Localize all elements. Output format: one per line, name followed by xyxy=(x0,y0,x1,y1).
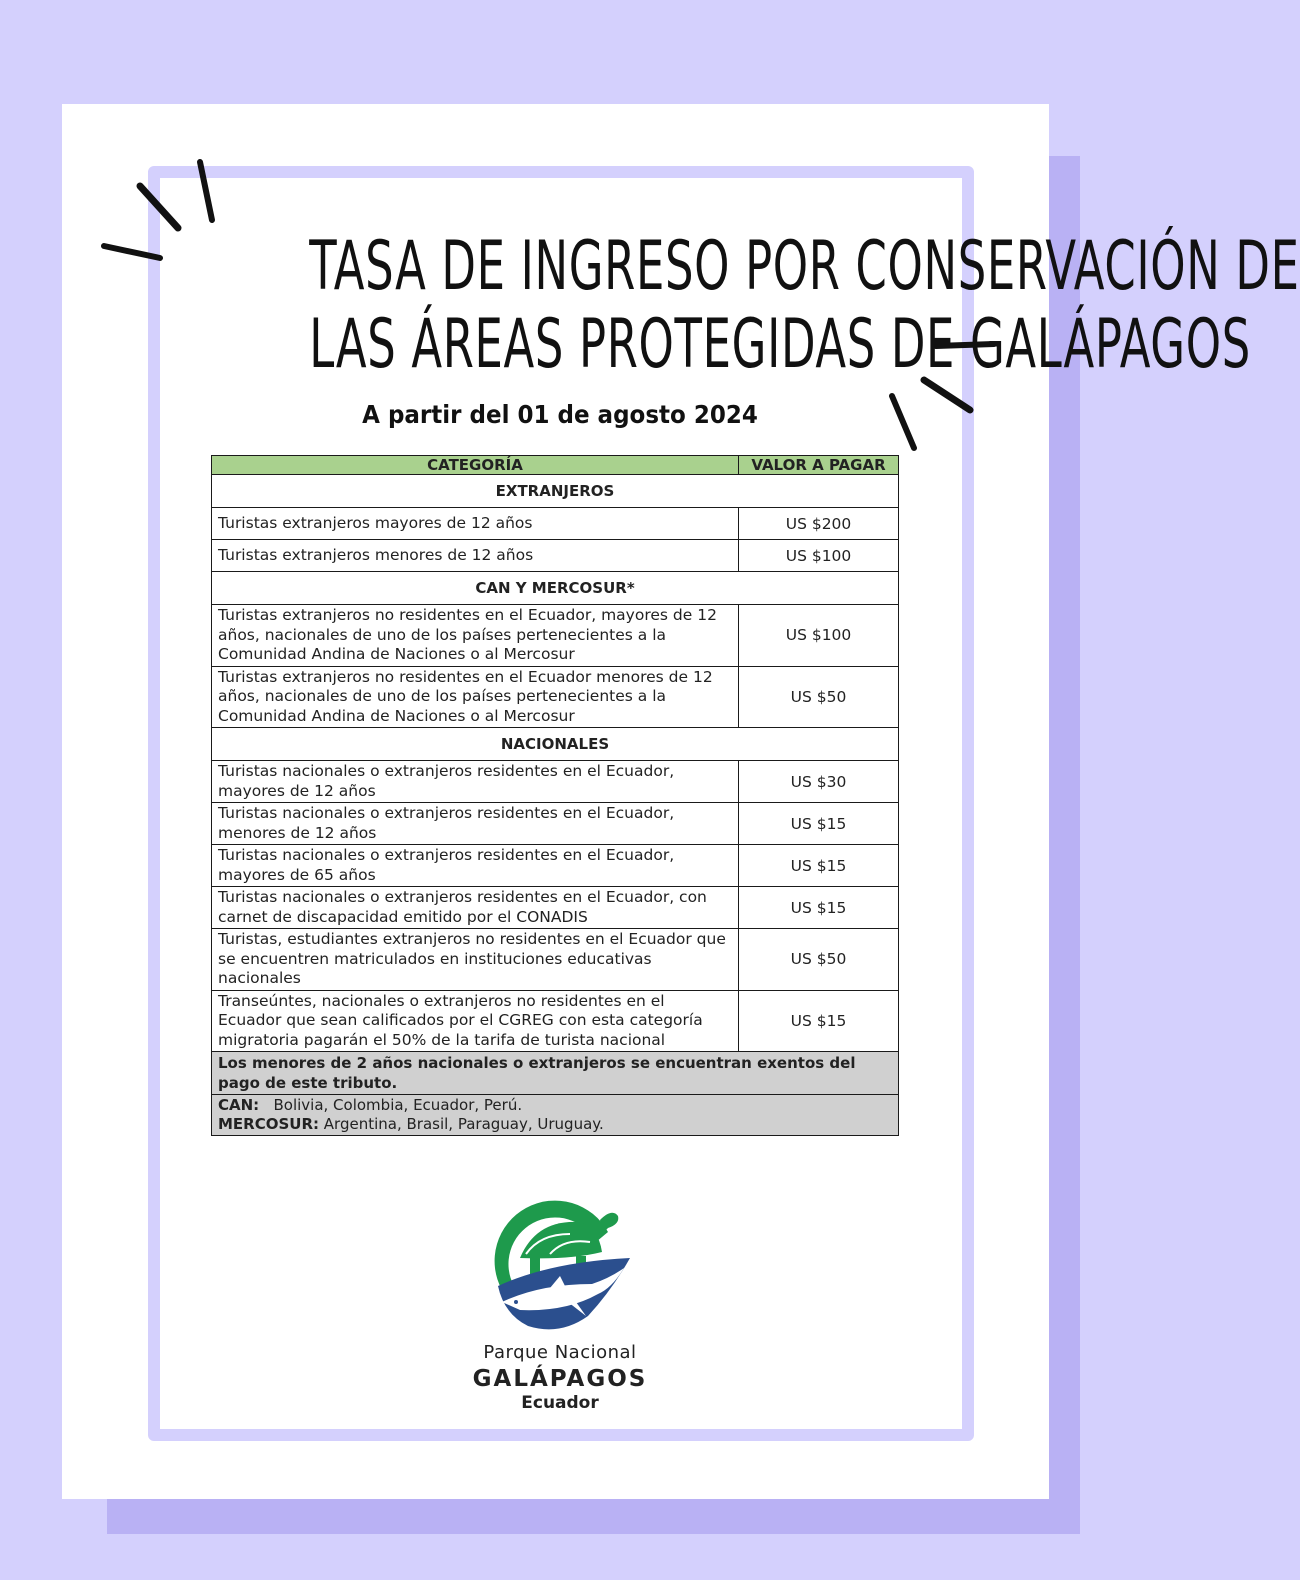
row-description: Turistas nacionales o extranjeros residentes en el Ecuador, mayores de 65 años xyxy=(212,845,739,887)
fee-table xyxy=(211,455,899,1136)
park-logo-icon xyxy=(480,1198,640,1338)
footnote-row xyxy=(212,1095,899,1136)
row-value: US $15 xyxy=(739,990,899,1052)
header-value: VALOR A PAGAR xyxy=(739,456,899,475)
row-value: US $15 xyxy=(739,845,899,887)
exemption-note: Los menores de 2 años nacionales o extranjeros se encuentran exentos del pago de este tributo. xyxy=(212,1052,899,1095)
row-value: US $200 xyxy=(739,508,899,540)
row-value: US $50 xyxy=(739,666,899,728)
table-row xyxy=(212,887,899,929)
table-row xyxy=(212,508,899,540)
section-row xyxy=(212,572,899,605)
table-row xyxy=(212,929,899,991)
row-description: Turistas extranjeros no residentes en el Ecuador, mayores de 12 años, nacionales de uno de los países pertenecientes a la Comunidad Andina de Naciones o al Mercosur xyxy=(212,605,739,667)
country-footnote xyxy=(212,1095,899,1136)
table-row xyxy=(212,666,899,728)
row-value: US $30 xyxy=(739,761,899,803)
exemption-note-row xyxy=(212,1052,899,1095)
can-line xyxy=(218,1096,892,1115)
section-title: CAN Y MERCOSUR* xyxy=(212,572,899,605)
title-line-2: LAS ÁREAS PROTEGIDAS DE GALÁPAGOS xyxy=(309,305,1251,384)
table-row xyxy=(212,990,899,1052)
row-value: US $100 xyxy=(739,605,899,667)
row-description: Turistas, estudiantes extranjeros no residentes en el Ecuador que se encuentren matriculados en instituciones educativas nacionales xyxy=(212,929,739,991)
row-description: Turistas extranjeros mayores de 12 años xyxy=(212,508,739,540)
table-row xyxy=(212,845,899,887)
section-row xyxy=(212,475,899,508)
row-value: US $100 xyxy=(739,540,899,572)
mercosur-label: MERCOSUR: xyxy=(218,1115,320,1133)
section-title: EXTRANJEROS xyxy=(212,475,899,508)
section-row xyxy=(212,728,899,761)
row-description: Turistas extranjeros menores de 12 años xyxy=(212,540,739,572)
table-row xyxy=(212,761,899,803)
page-title xyxy=(309,227,1300,384)
title-line-1: TASA DE INGRESO POR CONSERVACIÓN DE xyxy=(309,227,1300,306)
mercosur-line xyxy=(218,1115,892,1134)
table-row xyxy=(212,540,899,572)
can-label: CAN: xyxy=(218,1096,260,1114)
row-description: Turistas extranjeros no residentes en el Ecuador menores de 12 años, nacionales de uno de los países pertenecientes a la Comunidad Andina de Naciones o al Mercosur xyxy=(212,666,739,728)
row-value: US $50 xyxy=(739,929,899,991)
logo-line-1: Parque Nacional xyxy=(483,1342,637,1363)
table-header-row xyxy=(212,456,899,475)
header-category: CATEGORÍA xyxy=(212,456,739,475)
table-row xyxy=(212,803,899,845)
section-title: NACIONALES xyxy=(212,728,899,761)
row-value: US $15 xyxy=(739,803,899,845)
logo-line-2: GALÁPAGOS xyxy=(472,1366,648,1392)
park-logo-text xyxy=(440,1342,680,1412)
effective-date: A partir del 01 de agosto 2024 xyxy=(362,400,758,429)
row-description: Turistas nacionales o extranjeros residentes en el Ecuador, mayores de 12 años xyxy=(212,761,739,803)
table-row xyxy=(212,605,899,667)
mercosur-countries: Argentina, Brasil, Paraguay, Uruguay. xyxy=(323,1115,604,1133)
row-description: Turistas nacionales o extranjeros residentes en el Ecuador, menores de 12 años xyxy=(212,803,739,845)
logo-line-3: Ecuador xyxy=(521,1393,599,1413)
row-description: Transeúntes, nacionales o extranjeros no residentes en el Ecuador que sean calificados por el CGREG con esta categoría migratoria pagarán el 50% de la tarifa de turista nacional xyxy=(212,990,739,1052)
can-countries: Bolivia, Colombia, Ecuador, Perú. xyxy=(273,1096,523,1114)
row-description: Turistas nacionales o extranjeros residentes en el Ecuador, con carnet de discapacidad emitido por el CONADIS xyxy=(212,887,739,929)
row-value: US $15 xyxy=(739,887,899,929)
